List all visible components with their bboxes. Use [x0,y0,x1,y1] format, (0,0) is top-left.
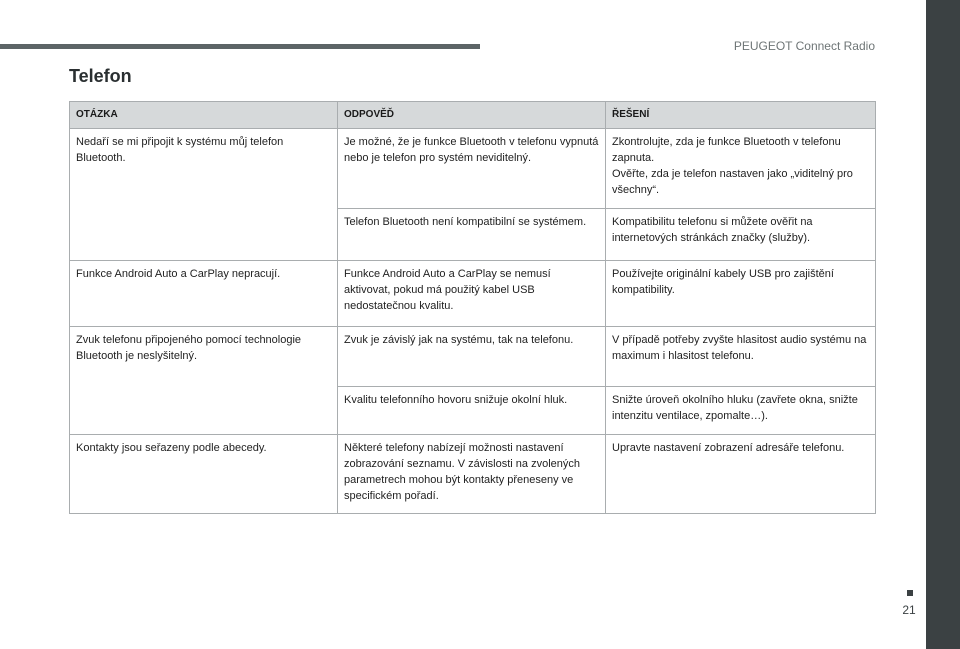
table-row [70,261,876,327]
column-header-question: OTÁZKA [70,102,338,129]
solution-cell: V případě potřeby zvyšte hlasitost audio systému na maximum i hlasitost telefonu. [606,327,876,387]
chapter-side-bar [926,0,960,649]
question-cell: Nedaří se mi připojit k systému můj telefon Bluetooth. [70,129,338,261]
table-row [70,327,876,387]
answer-cell: Je možné, že je funkce Bluetooth v telefonu vypnutá nebo je telefon pro systém neviditelný. [338,129,606,209]
question-cell: Funkce Android Auto a CarPlay nepracují. [70,261,338,327]
table-row [70,435,876,514]
solution-cell: Kompatibilitu telefonu si můžete ověřit na internetových stránkách značky (služby). [606,209,876,261]
solution-cell: Zkontrolujte, zda je funkce Bluetooth v telefonu zapnuta. Ověřte, zda je telefon nastaven jako „viditelný pro všechny“. [606,129,876,209]
faq-table [69,101,876,514]
answer-cell: Některé telefony nabízejí možnosti nastavení zobrazování seznamu. V závislosti na zvolených parametrech mohou být kontakty přeneseny ve specifickém pořadí. [338,435,606,514]
header-row [70,102,876,129]
answer-cell: Zvuk je závislý jak na systému, tak na telefonu. [338,327,606,387]
answer-cell: Kvalitu telefonního hovoru snižuje okolní hluk. [338,387,606,435]
faq-table-header [70,102,876,129]
faq-table-body [70,129,876,514]
question-cell: Kontakty jsou seřazeny podle abecedy. [70,435,338,514]
page-marker [907,590,913,596]
solution-cell: Upravte nastavení zobrazení adresáře telefonu. [606,435,876,514]
column-header-answer: ODPOVĚĎ [338,102,606,129]
answer-cell: Telefon Bluetooth není kompatibilní se systémem. [338,209,606,261]
brand-label: PEUGEOT Connect Radio [733,39,875,53]
table-row [70,129,876,209]
answer-cell: Funkce Android Auto a CarPlay se nemusí aktivovat, pokud má použitý kabel USB nedostatečnou kvalitu. [338,261,606,327]
solution-cell: Používejte originální kabely USB pro zajištění kompatibility. [606,261,876,327]
page-number: 21 [902,603,916,617]
question-cell: Zvuk telefonu připojeného pomocí technologie Bluetooth je neslyšitelný. [70,327,338,435]
page-title: Telefon [69,66,132,86]
column-header-solution: ŘEŠENÍ [606,102,876,129]
solution-cell: Snižte úroveň okolního hluku (zavřete okna, snižte intenzitu ventilace, zpomalte…). [606,387,876,435]
header-rule [0,44,480,49]
